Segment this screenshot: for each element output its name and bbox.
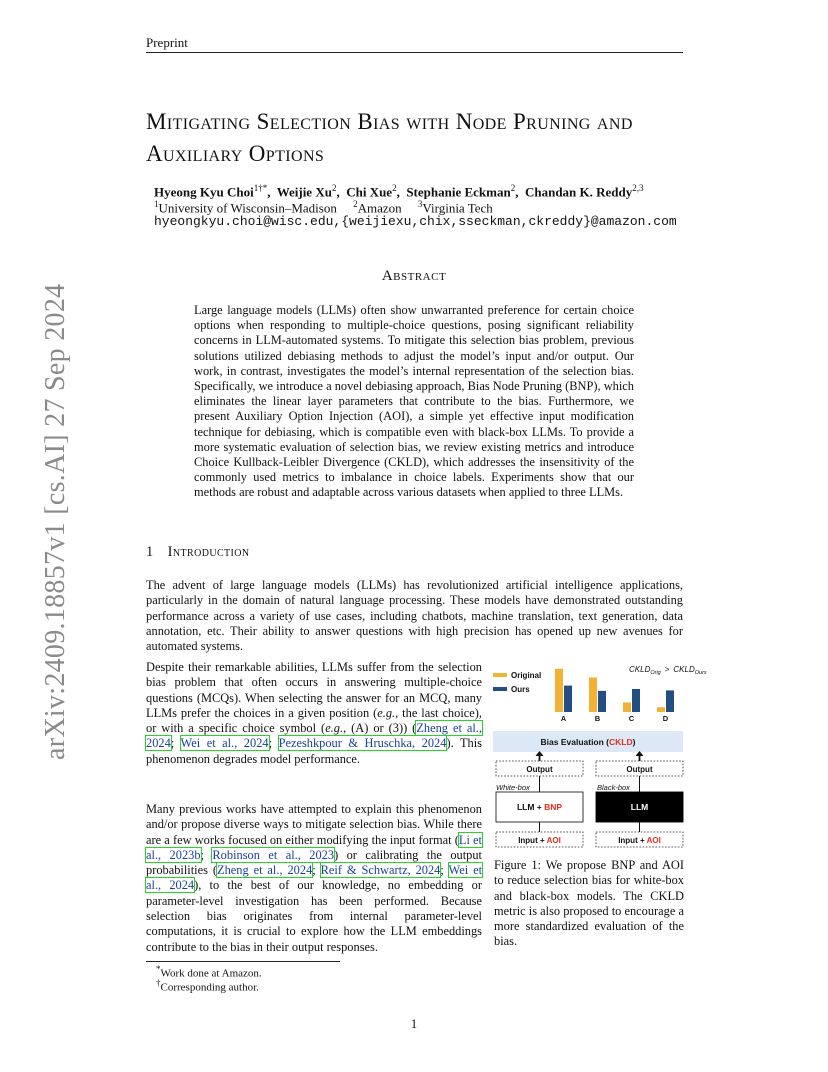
arxiv-stamp: arXiv:2409.18857v1 [cs.AI] 27 Sep 2024 xyxy=(40,283,71,760)
bar-ours-c xyxy=(632,689,640,712)
footnote-mark: † xyxy=(156,978,161,988)
black-box-label: Black-box xyxy=(597,783,630,792)
input-aoi-label xyxy=(618,836,661,845)
author-sup: 2 xyxy=(392,183,397,193)
author-name: Hyeong Kyu Choi xyxy=(154,184,254,200)
ckld-operator: > xyxy=(664,665,670,674)
bar-original-b xyxy=(589,677,597,712)
text-run: Many previous works have attempted to explain this phenomenon and/or propose diverse ways to mitigate selection bias. While there are a few works focused on either modifying the input format ( xyxy=(146,802,482,847)
output-label-white: Output xyxy=(526,765,553,774)
text-run: ; xyxy=(200,847,213,862)
intro-paragraph-3 xyxy=(146,802,482,955)
bias-eval-suffix: ) xyxy=(632,737,636,747)
text-run: ). This phenomenon degrades model performance. xyxy=(146,736,482,766)
affiliation-sup: 1 xyxy=(154,199,159,209)
bar-original-c xyxy=(623,702,631,712)
header-rule xyxy=(146,52,683,53)
author-name: Chi Xue xyxy=(346,184,393,200)
ckld-label: CKLD xyxy=(673,665,695,674)
citation-link[interactable]: Reif & Schwartz, 2024 xyxy=(320,863,441,878)
category-label-d: D xyxy=(662,714,669,723)
white-box-label: White-box xyxy=(496,783,530,792)
text-run: , (A) or (3)) ( xyxy=(343,721,417,736)
figure-1 xyxy=(493,656,707,852)
author-sup: 2 xyxy=(331,183,337,193)
affiliation: Virginia Tech xyxy=(422,200,493,216)
bar-original-a xyxy=(555,669,563,712)
abstract-body: Large language models (LLMs) often show unwarranted preference for certain choice options when responding to multiple-choice questions, posing significant reliability concerns in LLM-automated systems. To mitigate this selection bias problem, previous solutions utilized debiasing methods to adjust the model’s input and/or output. Our work, in contrast, investigates the model’s internal representation of the selection bias. Specifically, we introduce a novel debiasing approach, Bias Node Pruning (BNP), which eliminates the linear layer parameters that contribute to the bias. Furthermore, we present Auxiliary Option Injection (AOI), a simple yet effective input modification technique for debiasing, which is compatible even with black-box LLMs. To provide a more systematic evaluation of selection bias, we review existing metrics and introduce Choice Kullback-Leibler Divergence (CKLD), which addresses the insensitivity of the commonly used metrics to imbalance in choice labels. Experiments show that our methods are robust and adaptable across various datasets when applied to three LLMs. xyxy=(194,303,634,500)
affiliation-sup: 3 xyxy=(417,199,423,209)
citation-link[interactable]: Wei et al., 2024 xyxy=(146,863,483,893)
category-label-c: C xyxy=(628,714,635,723)
bnp-label: BNP xyxy=(544,802,563,812)
text-run-italic: e.g. xyxy=(325,721,344,736)
input-aoi-label xyxy=(518,836,561,845)
citation-link[interactable]: Wei et al., 2024 xyxy=(180,736,269,751)
text-run: ; xyxy=(268,736,279,751)
intro-paragraph-2 xyxy=(146,660,482,767)
llm-label: LLM xyxy=(630,802,649,812)
author-emails: hyeongkyu.choi@wisc.edu,{weijiexu,chix,sseckman,ckreddy}@amazon.com xyxy=(154,214,677,229)
section-title: Introduction xyxy=(167,544,250,560)
bias-eval-metric: CKLD xyxy=(609,737,633,747)
bar-ours-a xyxy=(564,686,572,712)
paper-title: Mitigating Selection Bias with Node Pruning and Auxiliary Options xyxy=(146,109,633,166)
llm-bnp-label xyxy=(517,802,562,812)
llm-plus: LLM + xyxy=(516,802,545,812)
category-labels xyxy=(561,714,669,723)
text-run: ; xyxy=(312,863,321,878)
ckld-label: CKLD xyxy=(629,665,651,674)
legend-swatch-ours xyxy=(493,687,507,691)
citation-link[interactable]: Li et al., 2023b xyxy=(146,832,482,862)
legend-label-ours: Ours xyxy=(511,685,530,694)
section-number: 1 xyxy=(146,544,154,560)
page-number: 1 xyxy=(410,1016,418,1031)
footnote-mark: * xyxy=(156,964,161,974)
affiliation-sup: 2 xyxy=(353,199,358,209)
category-label-b: B xyxy=(594,714,601,723)
bias-eval-prefix: Bias Evaluation ( xyxy=(540,737,610,747)
author-sup: 2 xyxy=(510,183,516,193)
ckld-inequality xyxy=(629,665,707,676)
affiliation: Amazon xyxy=(357,200,402,216)
text-run-italic: e.g. xyxy=(377,705,396,720)
intro-paragraph-1: The advent of large language models (LLMs) has revolutionized artificial intelligence applications, particularly in the domain of natural language processing. These models have demonstrated outstanding performance across a variety of use cases, including chatbots, machine translation, text generation, data annotation, etc. Their ability to answer questions with high precision has opened up new avenues for automated systems. xyxy=(146,578,683,654)
text-run: ; xyxy=(440,863,449,878)
citation-link[interactable]: Robinson et al., 2023 xyxy=(212,847,335,862)
bar-ours-d xyxy=(666,690,674,712)
author-name: Stephanie Eckman xyxy=(406,184,511,200)
footnote xyxy=(156,978,259,994)
bias-evaluation-label xyxy=(541,737,636,747)
abstract-heading: Abstract xyxy=(381,268,447,284)
text-run: ; xyxy=(170,736,181,751)
section-heading xyxy=(146,544,250,561)
running-header: Preprint xyxy=(146,35,188,50)
text-run: , the last choice), or with a specific choice symbol ( xyxy=(146,705,482,736)
figure-caption: Figure 1: We propose BNP and AOI to reduce selection bias for white-box and black-box models. The CKLD metric is also proposed to encourage a more standardized evaluation of the bias. xyxy=(494,858,684,949)
ckld-sub-ours: Ours xyxy=(694,670,707,676)
legend-swatch-original xyxy=(493,673,507,677)
citation-link[interactable]: Pezeshkpour & Hruschka, 2024 xyxy=(278,736,447,751)
footnote-text: Corresponding author. xyxy=(160,981,259,994)
aoi-label: AOI xyxy=(646,836,661,845)
output-label-black: Output xyxy=(626,765,653,774)
author-name: Chandan K. Reddy xyxy=(524,184,633,200)
bar-original-d xyxy=(657,707,665,712)
legend-label-original: Original xyxy=(511,671,542,680)
author-name: Weijie Xu xyxy=(276,184,332,200)
citation-link[interactable]: Zheng et al., 2024 xyxy=(146,721,482,751)
aoi-label: AOI xyxy=(546,836,561,845)
bar-ours-b xyxy=(598,691,606,712)
footnote-rule xyxy=(146,961,340,962)
footnote-text: Work done at Amazon. xyxy=(160,967,262,980)
author-list: Hyeong Kyu Choi$^{1\dagger*}$, Weijie Xu$^2$, Chi Xue$^2$, Stephanie Eckman$^2$, Chandan K. Reddy$^{2,3}$ xyxy=(154,183,644,200)
affiliation: University of Wisconsin–Madison xyxy=(158,200,337,216)
text-run: ) or calibrating the output probabilities ( xyxy=(146,847,482,878)
citation-link[interactable]: Zheng et al., 2024 xyxy=(217,863,313,878)
author-sup: 2,3 xyxy=(632,183,644,193)
category-label-a: A xyxy=(560,714,567,723)
text-run: ), to the best of our knowledge, no embedding or parameter-level investigation has been performed. Because selection bias originates from internal parameter-level computations, it is crucial to explore how the LLM embeddings contribute to the bias in their output responses. xyxy=(146,878,482,954)
ckld-sub-orig: Orig xyxy=(650,670,661,676)
author-sup: 1†* xyxy=(253,183,268,193)
text-run: Despite their remarkable abilities, LLMs suffer from the selection bias problem that often occurs in answering multiple-choice questions (MCQs). When selecting the answer for an MCQ, many LLMs prefer the choices in a given position ( xyxy=(146,660,482,720)
input-plus: Input + xyxy=(518,836,547,845)
input-plus: Input + xyxy=(618,836,647,845)
